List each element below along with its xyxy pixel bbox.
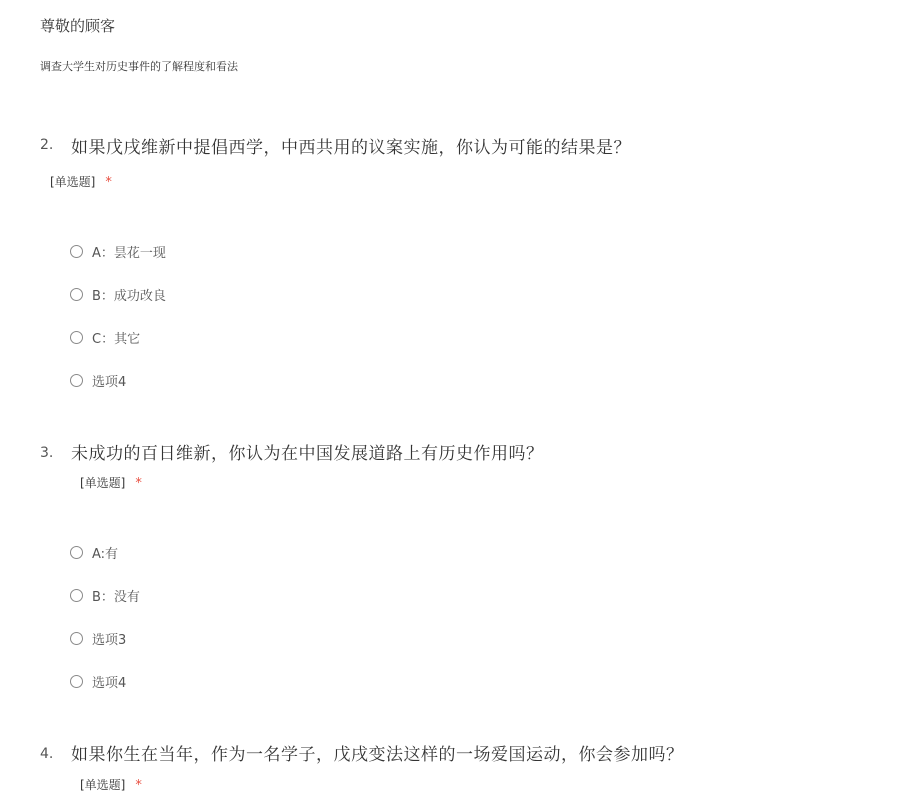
question-number: 4. [40, 746, 54, 762]
radio-button[interactable] [70, 374, 83, 387]
option-q2-a[interactable] [70, 241, 166, 261]
option-q3-b[interactable] [70, 585, 140, 605]
option-label: 选项4 [92, 374, 127, 390]
question-type-tag [80, 776, 142, 793]
radio-button[interactable] [70, 245, 83, 258]
option-q3-d[interactable] [70, 671, 126, 691]
question-type-label: [单选题] [50, 175, 96, 189]
question-text: 未成功的百日维新，你认为在中国发展道路上有历史作用吗？ [71, 444, 544, 464]
radio-button[interactable] [70, 632, 83, 645]
option-label: C：其它 [92, 331, 141, 347]
question-text: 如果戊戌维新中提倡西学，中西共用的议案实施，你认为可能的结果是？ [71, 138, 631, 158]
option-label: 选项4 [92, 675, 127, 691]
radio-button[interactable] [70, 546, 83, 559]
option-label: A：昙花一现 [92, 245, 166, 261]
option-q2-d[interactable] [70, 370, 126, 390]
question-number: 2. [40, 137, 54, 153]
question-type-label: [单选题] [80, 778, 126, 792]
option-label: B：没有 [92, 589, 140, 605]
survey-greeting: 尊敬的顾客 [40, 17, 116, 35]
radio-button[interactable] [70, 675, 83, 688]
radio-button[interactable] [70, 331, 83, 344]
option-label: A:有 [92, 546, 119, 562]
question-type-label: [单选题] [80, 476, 126, 490]
question-text: 如果你生在当年，作为一名学子，戊戌变法这样的一场爱国运动，你会参加吗？ [71, 745, 684, 765]
radio-button[interactable] [70, 589, 83, 602]
option-label: B：成功改良 [92, 288, 166, 304]
option-label: 选项3 [92, 632, 127, 648]
survey-description: 调查大学生对历史事件的了解程度和看法 [40, 60, 238, 73]
required-star-icon: * [135, 476, 142, 491]
required-star-icon: * [105, 175, 112, 190]
option-q3-a[interactable] [70, 542, 118, 562]
required-star-icon: * [135, 778, 142, 793]
radio-button[interactable] [70, 288, 83, 301]
option-q3-c[interactable] [70, 628, 126, 648]
option-q2-c[interactable] [70, 327, 140, 347]
question-type-tag [50, 173, 112, 190]
option-q2-b[interactable] [70, 284, 166, 304]
question-type-tag [80, 474, 142, 491]
question-number: 3. [40, 445, 54, 461]
